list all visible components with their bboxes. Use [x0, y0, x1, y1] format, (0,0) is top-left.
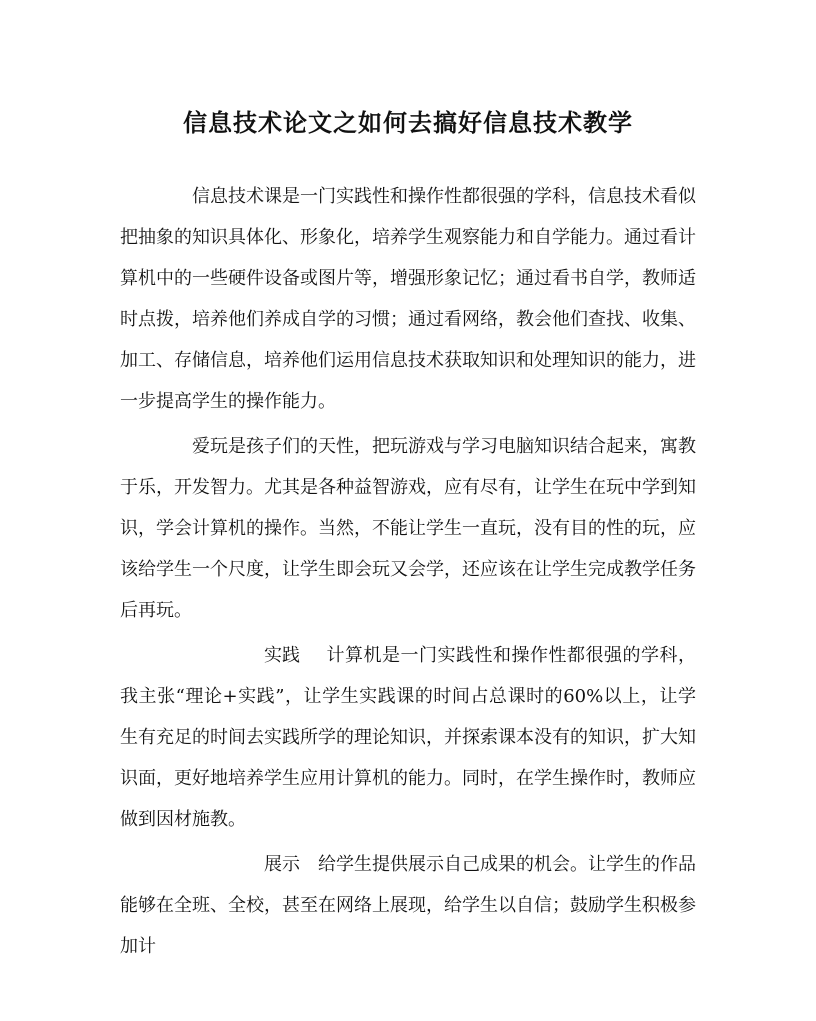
- paragraph-1-text: 信息技术课是一门实践性和操作性都很强的学科，信息技术看似把抽象的知识具体化、形象化，培养学生观察能力和自学能力。通过看计算机中的一些硬件设备或图片等，增强形象记忆；通过看书自学，教师适时点拨，培养他们养成自学的习惯；通过看网络，教会他们查找、收集、加工、存储信息，培养他们运用信息技术获取知识和处理知识的能力，进一步提高学生的操作能力。: [120, 186, 696, 412]
- paragraph-4-text: 给学生提供展示自己成果的机会。让学生的作品能够在全班、全校，甚至在网络上展现，给学生以自信；鼓励学生积极参加计: [120, 854, 696, 957]
- paragraph-3-heading: 实践: [264, 645, 300, 666]
- paragraph-3: [120, 635, 696, 840]
- paragraph-4: [120, 844, 696, 967]
- paragraph-4-heading: 展示: [264, 854, 300, 875]
- paragraph-1: [120, 176, 696, 422]
- paragraph-3-text: 计算机是一门实践性和操作性都很强的学科，我主张“理论+实践”，让学生实践课的时间占总课时的60%以上，让学生有充足的时间去实践所学的理论知识，并探索课本没有的知识，扩大知识面，更好地培养学生应用计算机的能力。同时，在学生操作时，教师应做到因材施教。: [120, 645, 696, 830]
- document-title: 信息技术论文之如何去搞好信息技术教学: [183, 108, 633, 137]
- document-body: [120, 176, 696, 971]
- paragraph-2-text: 爱玩是孩子们的天性，把玩游戏与学习电脑知识结合起来，寓教于乐，开发智力。尤其是各种益智游戏，应有尽有，让学生在玩中学到知识，学会计算机的操作。当然，不能让学生一直玩，没有目的性的玩，应该给学生一个尺度，让学生即会玩又会学，还应该在让学生完成教学任务后再玩。: [120, 436, 696, 621]
- paragraph-2: [120, 426, 696, 631]
